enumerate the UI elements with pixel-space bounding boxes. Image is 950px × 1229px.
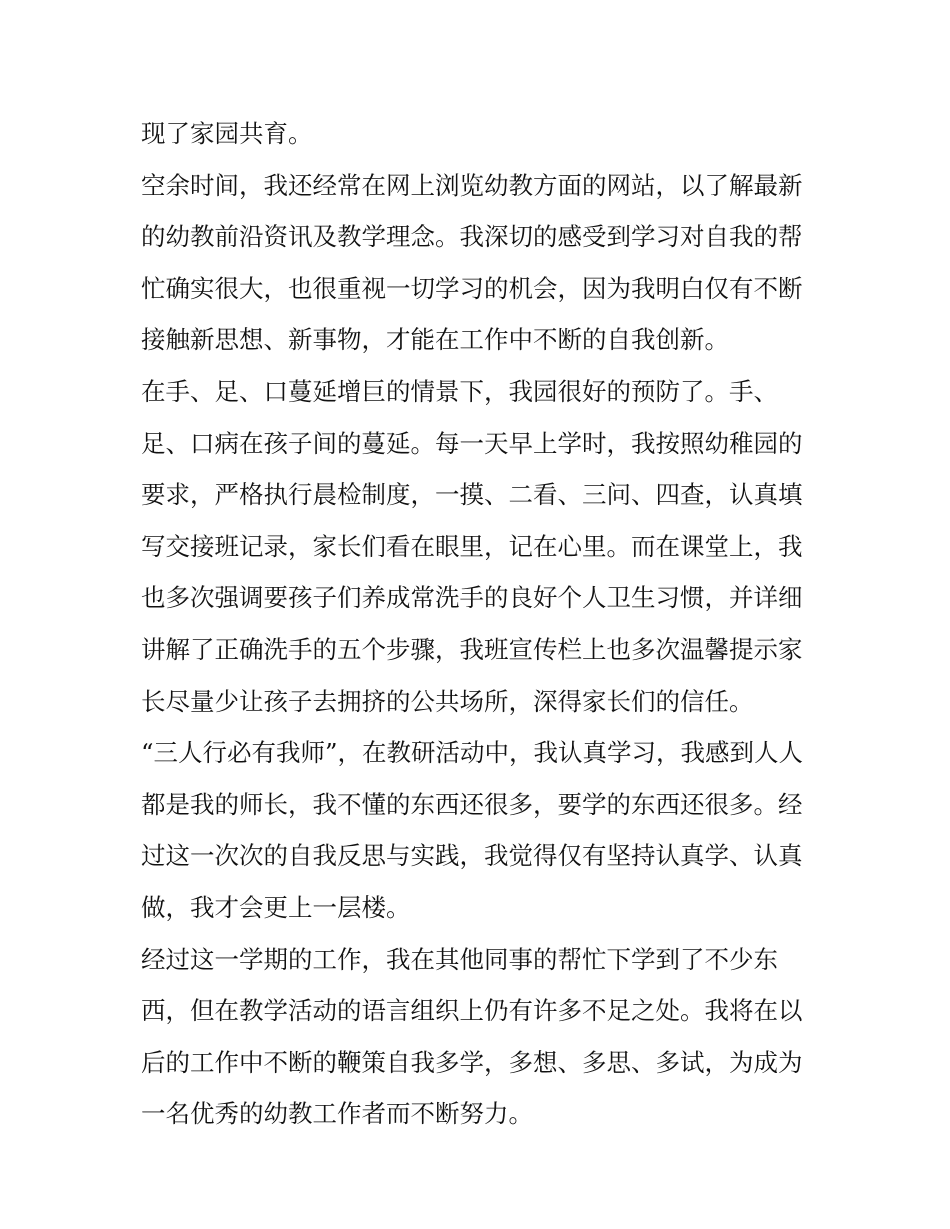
text-line: 写交接班记录，家长们看在眼里，记在心里。而在课堂上，我: [141, 531, 803, 561]
text-line: 空余时间，我还经常在网上浏览幼教方面的网站，以了解最新: [141, 170, 803, 200]
text-line: 在手、足、口蔓延增巨的情景下，我园很好的预防了。手、: [141, 376, 778, 406]
text-line: 一名优秀的幼教工作者而不断努力。: [141, 1099, 533, 1129]
text-line: 经过这一学期的工作，我在其他同事的帮忙下学到了不少东: [141, 944, 778, 974]
text-line: 做，我才会更上一层楼。: [141, 892, 411, 922]
text-line: 现了家园共育。: [141, 119, 313, 148]
text-line: 要求，严格执行晨检制度，一摸、二看、三问、四查，认真填: [141, 480, 803, 510]
text-line: 的幼教前沿资讯及教学理念。我深切的感受到学习对自我的帮: [141, 222, 803, 252]
text-line: 过这一次次的自我反思与实践，我觉得仅有坚持认真学、认真: [141, 841, 803, 871]
text-line: 长尽量少让孩子去拥挤的公共场所，深得家长们的信任。: [141, 686, 754, 716]
text-line: 忙确实很大，也很重视一切学习的机会，因为我明白仅有不断: [141, 273, 803, 303]
text-line: 讲解了正确洗手的五个步骤，我班宣传栏上也多次温馨提示家: [141, 634, 803, 664]
text-line: 西，但在教学活动的语言组织上仍有许多不足之处。我将在以: [141, 996, 803, 1026]
text-line: 后的工作中不断的鞭策自我多学，多想、多思、多试，为成为: [141, 1047, 803, 1077]
text-line: 接触新思想、新事物，才能在工作中不断的自我创新。: [141, 325, 729, 355]
body-text: [141, 108, 821, 1140]
text-line: “三人行必有我师”，在教研活动中，我认真学习，我感到人人: [141, 738, 804, 768]
text-line: 也多次强调要孩子们养成常洗手的良好个人卫生习惯，并详细: [141, 583, 803, 613]
text-line: 足、口病在孩子间的蔓延。每一天早上学时，我按照幼稚园的: [141, 428, 803, 458]
text-line: 都是我的师长，我不懂的东西还很多，要学的东西还很多。经: [141, 789, 803, 819]
